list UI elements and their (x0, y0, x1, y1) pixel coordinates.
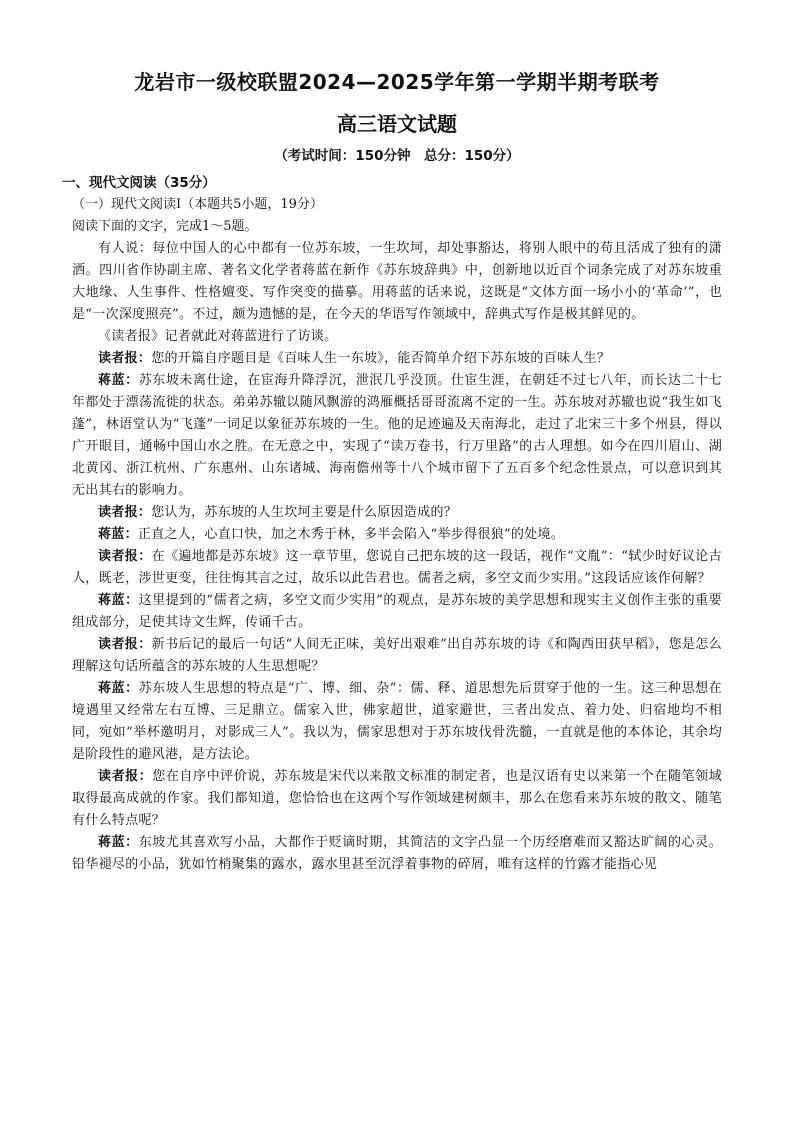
qa-paragraph (72, 766, 722, 832)
qa-paragraph (72, 370, 722, 502)
speaker-label: 蒋蓝： (98, 593, 139, 608)
qa-paragraph (72, 832, 722, 876)
qa-paragraph (72, 348, 722, 370)
qa-paragraph (72, 502, 722, 524)
qa-text: 苏东坡未离仕途，在宦海升降浮沉，泄泯几乎没顶。仕宦生涯，在朝廷不过七八年，而长达二十七年都处于漂荡流徙的状态。弟弟苏辙以随风飘游的鸿雁概括哥哥流离不定的一生。苏东坡对苏辙也说“我生如飞蓬”，林语堂认为“飞蓬”一词足以象征苏东坡的一生。他的足迹遍及天南海北，走过了北宋三十多个州县，得以广开眼目，通畅中国山水之胜。在无意之中，实现了“读万卷书，行万里路”的古人理想。如今在四川眉山、湖北黄冈、浙江杭州、广东惠州、山东诸城、海南儋州等十八个城市留下了五百多个纪念性景点，可以意识到其无出其右的影响力。 (72, 373, 722, 498)
section-heading: 一、现代文阅读（35分） (62, 175, 216, 191)
speaker-label: 蒋蓝： (98, 527, 138, 542)
speaker-label: 蒋蓝： (98, 373, 139, 388)
speaker-label: 读者报： (98, 351, 152, 366)
qa-text: 您认为，苏东坡的人生坎坷主要是什么原因造成的？ (151, 505, 458, 520)
qa-paragraph (72, 524, 722, 546)
qa-text: 您在自序中评价说，苏东坡是宋代以来散文标准的制定者，也是汉语有史以来第一个在随笔领域取得最高成就的作家。我们都知道，您恰恰也在这两个写作领域建树颇丰，那么在您看来苏东坡的散文、随笔有什么特点呢？ (72, 769, 723, 828)
qa-text: 这里提到的“儒者之病，多空文而少实用”的观点，是苏东坡的美学思想和现实主义创作主张的重要组成部分，足使其诗文生辉，传诵千古。 (72, 593, 722, 630)
speaker-label: 读者报： (98, 769, 153, 784)
qa-paragraph (72, 678, 722, 766)
qa-text: 苏东坡人生思想的特点是“广、博、细、杂”：儒、释、道思想先后贯穿于他的一生。这三种思想在境遇里又经常左右互博、三足鼎立。儒家入世，佛家超世，道家避世，三者出发点、着力处、归宿地均不相同，宛如“举杯邀明月，对影成三人”。我以为，儒家思想对于苏东坡伐骨洗髓，一直就是他的本体论，其余均是阶段性的避风港，是方法论。 (72, 681, 722, 762)
exam-title: 龙岩市一级校联盟2024—2025学年第一学期半期考联考 (134, 70, 660, 94)
reading-instruction: 阅读下面的文字，完成1～5题。 (72, 219, 258, 234)
speaker-label: 读者报： (98, 505, 152, 520)
speaker-label: 蒋蓝： (98, 835, 139, 850)
speaker-label: 读者报： (98, 549, 152, 564)
passage-intro-2: 《读者报》记者就此对蒋蓝进行了访谈。 (98, 329, 338, 344)
qa-text: 东坡尤其喜欢写小品，大都作于贬谪时期，其简洁的文字凸显一个历经磨难而又豁达旷阔的心灵。铅华褪尽的小品，犹如竹梢聚集的露水，露水里甚至沉浮着事物的碎屑，唯有这样的竹露才能指心见 (72, 835, 722, 872)
exam-meta: （考试时间：150分钟 总分：150分） (274, 148, 520, 164)
qa-text: 正直之人，心直口快，加之木秀于林，多半会陷入“举步得很狼”的处境。 (137, 527, 565, 542)
exam-subtitle: 高三语文试题 (337, 112, 457, 136)
qa-paragraph (72, 634, 722, 678)
qa-text: 您的开篇自序题目是《百味人生一东坡》，能否简单介绍下苏东坡的百味人生？ (151, 351, 611, 366)
passage-intro: 有人说：每位中国人的心中都有一位苏东坡，一生坎坷，却处事豁达，将别人眼中的苟且活成了独有的潇洒。四川省作协副主席、著名文化学者蒋蓝在新作《苏东坡辞典》中，创新地以近百个词条完成了对苏东坡重大地缘、人生事件、性格嬗变、写作突变的描摹。用蒋蓝的话来说，这既是“文体方面一场小小的‘革命’”，也是“一次深度照亮”。不过，颇为遗憾的是，在今天的华语写作领域中，辞典式写作是极其鲜见的。 (72, 241, 722, 322)
qa-paragraph (72, 590, 722, 634)
speaker-label: 读者报： (98, 637, 152, 652)
qa-paragraph (72, 546, 722, 590)
part-label: （一）现代文阅读Ⅰ（本题共5小题，19分） (72, 197, 323, 212)
qa-text: 新书后记的最后一句话“人间无正味，美好出艰难”出自苏东坡的诗《和陶西田获早稻》，您是怎么理解这句话所蕴含的苏东坡的人生思想呢？ (72, 637, 722, 674)
qa-text: 在《遍地都是苏东坡》这一章节里，您说自己把东坡的这一段话，视作“文胤”：“轼少时好议论古人，既老，涉世更变，往往悔其言之过，故乐以此告君也。儒者之病，多空文而少实用。”这段话应该作何解？ (72, 549, 723, 586)
speaker-label: 蒋蓝： (98, 681, 139, 696)
